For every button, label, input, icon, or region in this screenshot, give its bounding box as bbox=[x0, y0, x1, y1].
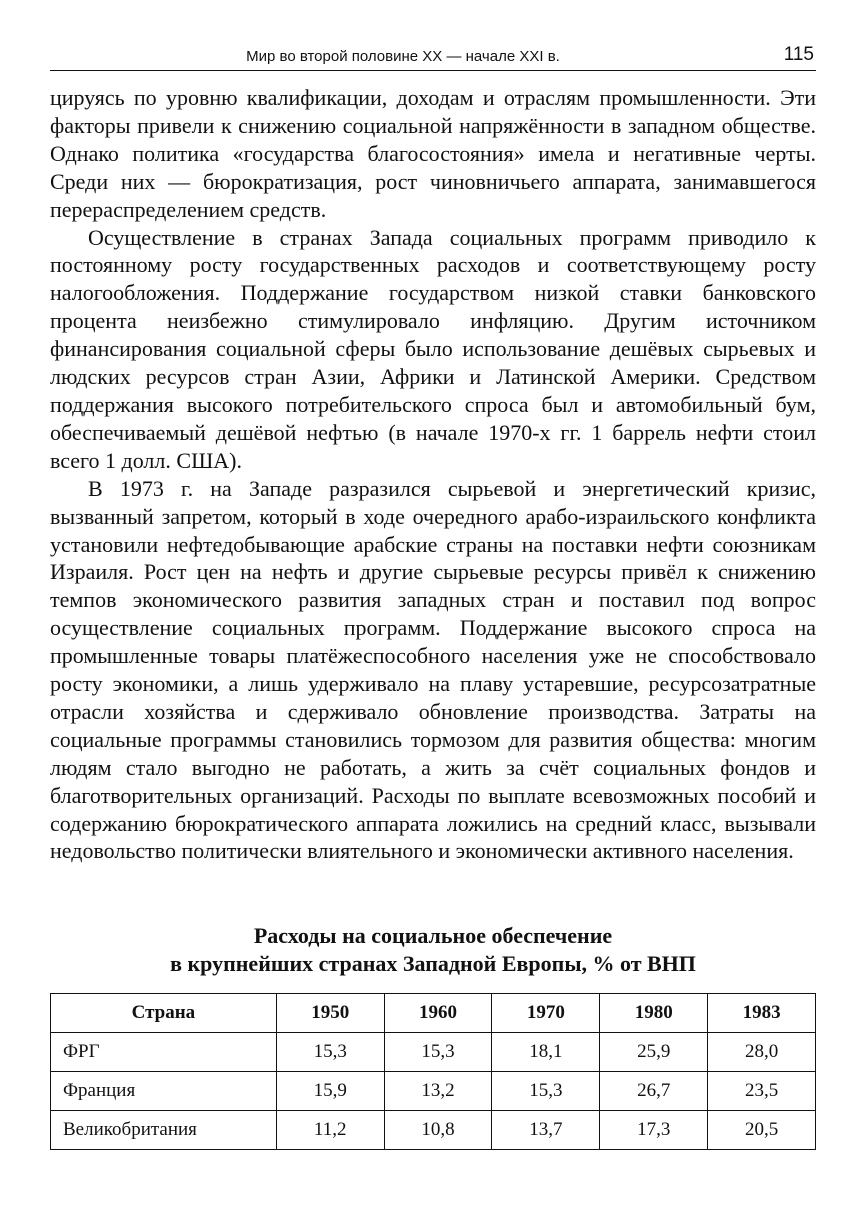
table-row bbox=[51, 1033, 816, 1072]
value-cell: 13,2 bbox=[384, 1072, 492, 1111]
table-title-line-1: Расходы на социальное обеспечение bbox=[253, 923, 613, 948]
body-text bbox=[50, 84, 816, 865]
paragraph-2: Осуществление в странах Запада социальных программ приводило к постоянному росту государственных расходов и соответствующему росту налогообложения. Поддержание государством низкой ставки банковского процента неизбежно стимулировало инфляцию. Другим источником финансирования социальной сферы было использование дешёвых сырьевых и людских ресурсов стран Азии, Африки и Латинской Америки. Средством поддержания высокого потребительского спроса был и автомобильный бум, обеспечиваемый дешёвой нефтью (в начале 1970-х гг. 1 баррель нефти стоил всего 1 долл. США). bbox=[50, 224, 816, 473]
country-cell: ФРГ bbox=[51, 1033, 277, 1072]
value-cell: 15,3 bbox=[384, 1033, 492, 1072]
paragraph-3: В 1973 г. на Западе разразился сырьевой и энергетический кризис, вызванный запретом, который в ходе очередного арабо-израильского конфликта установили нефтедобывающие арабские страны на поставки нефти союзникам Израиля. Рост цен на нефть и другие сырьевые ресурсы привёл к снижению темпов экономического развития западных стран и поставил под вопрос осуществление социальных программ. Поддержание высокого спроса на промышленные товары платёжеспособного населения уже не способствовало росту экономики, а лишь удерживало на плаву устаревшие, ресурсозатратные отрасли хозяйства и сдерживало обновление производства. Затраты на социальные программы становились тормозом для развития общества: многим людям стало выгодно не работать, а жить за счёт социальных фондов и благотворительных организаций. Расходы по выплате всевозможных пособий и содержанию бюрократического аппарата ложились на средний класс, вызывали недовольство политически влиятельного и экономически активного населения. bbox=[50, 475, 816, 864]
running-title: Мир во второй половине XX — начале XXI в. bbox=[246, 48, 560, 65]
table-row bbox=[51, 1072, 816, 1111]
header-year: 1950 bbox=[276, 994, 384, 1033]
value-cell: 26,7 bbox=[600, 1072, 708, 1111]
table-title bbox=[50, 922, 816, 978]
header-year: 1980 bbox=[600, 994, 708, 1033]
country-cell: Франция bbox=[51, 1072, 277, 1111]
value-cell: 15,3 bbox=[276, 1033, 384, 1072]
value-cell: 23,5 bbox=[708, 1072, 816, 1111]
country-cell: Великобритания bbox=[51, 1111, 277, 1150]
running-header bbox=[50, 44, 816, 71]
page-number: 115 bbox=[783, 44, 814, 65]
header-year: 1983 bbox=[708, 994, 816, 1033]
social-spending-table bbox=[50, 993, 816, 1150]
value-cell: 15,9 bbox=[276, 1072, 384, 1111]
value-cell: 25,9 bbox=[600, 1033, 708, 1072]
value-cell: 15,3 bbox=[492, 1072, 600, 1111]
value-cell: 20,5 bbox=[708, 1111, 816, 1150]
header-year: 1960 bbox=[384, 994, 492, 1033]
table-header-row bbox=[51, 994, 816, 1033]
value-cell: 13,7 bbox=[492, 1111, 600, 1150]
value-cell: 18,1 bbox=[492, 1033, 600, 1072]
value-cell: 17,3 bbox=[600, 1111, 708, 1150]
header-year: 1970 bbox=[492, 994, 600, 1033]
value-cell: 28,0 bbox=[708, 1033, 816, 1072]
header-country: Страна bbox=[51, 994, 277, 1033]
table-title-line-2: в крупнейших странах Западной Европы, % от ВНП bbox=[170, 951, 696, 976]
table-row bbox=[51, 1111, 816, 1150]
value-cell: 10,8 bbox=[384, 1111, 492, 1150]
value-cell: 11,2 bbox=[276, 1111, 384, 1150]
paragraph-1: цируясь по уровню квалификации, доходам и отраслям промышленности. Эти факторы привели к снижению социальной напряжённости в западном обществе. Однако политика «государства благосостояния» имела и негативные черты. Среди них — бюрократизация, рост чиновничьего аппарата, занимавшегося перераспределением средств. bbox=[50, 85, 816, 222]
